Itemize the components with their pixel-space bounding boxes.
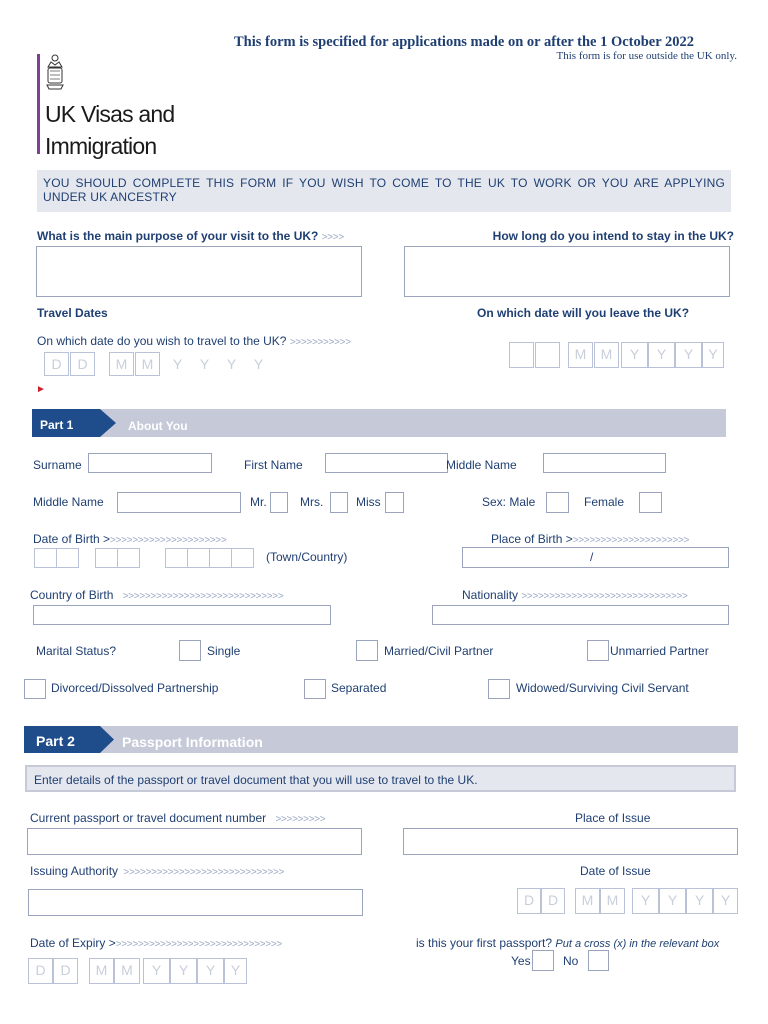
nationality-arrows: >>>>>>>>>>>>>>>>>>>>>>>>>>>>>> [521, 591, 688, 602]
separated-checkbox[interactable] [304, 679, 326, 699]
travel-dates-heading: Travel Dates [37, 306, 108, 320]
mrs-label: Mrs. [300, 495, 324, 509]
travel-date-cell[interactable]: D [44, 352, 69, 376]
form-usage-note: This form is for use outside the UK only. [556, 50, 737, 62]
single-checkbox[interactable] [179, 640, 201, 661]
first-passport-question-text: is this your first passport? [416, 936, 553, 950]
town-country-label: (Town/Country) [266, 550, 348, 564]
expiry-date-cell[interactable]: Y [170, 958, 197, 984]
mr-label: Mr. [250, 495, 267, 509]
issuing-authority-label [30, 864, 284, 878]
cob-arrows: >>>>>>>>>>>>>>>>>>>>>>>>>>>>> [122, 591, 284, 602]
mr-checkbox[interactable] [270, 492, 288, 513]
logo-bar [37, 54, 40, 154]
issue-date-cell[interactable]: D [517, 888, 541, 914]
eligibility-notice: YOU SHOULD COMPLETE THIS FORM IF YOU WISH TO COME TO THE UK TO WORK OR YOU ARE APPLYING UNDER UK ANCESTRY [37, 170, 731, 212]
sex-male-label: Sex: Male [482, 495, 536, 509]
issue-date-cell[interactable]: D [541, 888, 565, 914]
first-name-input[interactable] [325, 453, 448, 473]
passport-number-label [30, 811, 325, 825]
first-passport-no-checkbox[interactable] [588, 950, 609, 971]
pob-input[interactable] [462, 547, 729, 568]
issuing-authority-arrows: >>>>>>>>>>>>>>>>>>>>>>>>>>>>> [123, 867, 285, 878]
purpose-question-text: What is the main purpose of your visit to the UK? [37, 229, 319, 243]
travel-date-arrows: >>>>>>>>>>> [289, 337, 351, 348]
dob-cell[interactable] [209, 548, 232, 568]
leave-date-cell[interactable] [509, 342, 534, 368]
part2-tag: Part 2 [24, 726, 100, 753]
issuing-authority-input[interactable] [28, 889, 363, 916]
travel-date-cell[interactable]: Y [226, 356, 237, 372]
surname-label: Surname [33, 458, 82, 472]
middle-name-input-a[interactable] [543, 453, 666, 473]
expiry-date-cell[interactable]: D [28, 958, 53, 984]
issue-date-cell[interactable]: Y [659, 888, 686, 914]
dob-label-text: Date of Birth > [33, 532, 111, 546]
nationality-label-text: Nationality [462, 588, 519, 602]
unmarried-label: Unmarried Partner [610, 644, 709, 658]
miss-checkbox[interactable] [385, 492, 404, 513]
leave-date-cell[interactable]: M [568, 342, 593, 368]
expiry-date-cell[interactable]: Y [197, 958, 224, 984]
passport-number-input[interactable] [27, 828, 362, 855]
royal-crest-icon [44, 53, 66, 93]
cob-label [30, 588, 283, 602]
passport-number-arrows: >>>>>>>>> [275, 814, 326, 825]
place-of-issue-input[interactable] [403, 828, 738, 855]
single-label: Single [207, 644, 241, 658]
issue-date-cell[interactable]: Y [632, 888, 659, 914]
issue-date-cell[interactable]: Y [686, 888, 713, 914]
travel-date-cell[interactable]: M [109, 352, 134, 376]
leave-date-cell[interactable]: Y [675, 342, 702, 368]
stay-question: How long do you intend to stay in the UK? [492, 229, 734, 243]
unmarried-checkbox[interactable] [587, 640, 609, 661]
logo-wordmark [45, 98, 174, 162]
expiry-date-cell[interactable]: Y [143, 958, 170, 984]
pob-separator: / [590, 550, 594, 564]
expiry-date-cell[interactable]: M [114, 958, 140, 984]
widowed-checkbox[interactable] [488, 679, 510, 699]
female-checkbox[interactable] [639, 492, 662, 513]
part1-tag-arrow [100, 409, 116, 437]
miss-label: Miss [356, 495, 381, 509]
expiry-date-cell[interactable]: Y [224, 958, 247, 984]
purpose-question [37, 229, 344, 243]
widowed-label: Widowed/Surviving Civil Servant [516, 681, 689, 695]
part1-tag: Part 1 [32, 409, 100, 437]
travel-date-cell[interactable]: Y [199, 356, 210, 372]
logo-line-1: UK Visas and [45, 101, 175, 127]
issuing-authority-label-text: Issuing Authority [30, 864, 119, 878]
pob-label-text: Place of Birth > [491, 532, 573, 546]
leave-date-cell[interactable]: Y [621, 342, 648, 368]
date-of-expiry-label [30, 936, 282, 950]
leave-date-cell[interactable]: Y [702, 342, 724, 368]
logo-line-2: Immigration [45, 133, 157, 159]
travel-date-cell[interactable]: D [70, 352, 95, 376]
travel-date-cell[interactable]: Y [253, 356, 264, 372]
issue-date-cell[interactable]: M [575, 888, 600, 914]
cob-label-text: Country of Birth [30, 588, 114, 602]
issue-date-cell[interactable]: Y [713, 888, 738, 914]
middle-name-input-b[interactable] [117, 492, 241, 513]
marital-status-label: Marital Status? [36, 644, 117, 658]
arrow-marker-icon: ► [36, 384, 46, 395]
dob-cell[interactable] [56, 548, 79, 568]
surname-input[interactable] [88, 453, 212, 473]
purpose-input[interactable] [36, 246, 362, 297]
stay-input[interactable] [404, 246, 730, 297]
date-of-issue-label: Date of Issue [580, 864, 651, 878]
dob-cell[interactable] [187, 548, 210, 568]
dob-cell[interactable] [165, 548, 188, 568]
nationality-label [462, 588, 688, 602]
expiry-date-cell[interactable]: D [53, 958, 78, 984]
dob-cell[interactable] [34, 548, 57, 568]
travel-date-cell[interactable]: Y [172, 356, 183, 372]
mrs-checkbox[interactable] [330, 492, 348, 513]
no-label: No [563, 954, 579, 968]
travel-date-cell[interactable]: M [135, 352, 160, 376]
male-checkbox[interactable] [546, 492, 569, 513]
middle-name-label-b: Middle Name [33, 495, 104, 509]
leave-date-cell[interactable]: Y [648, 342, 675, 368]
date-of-expiry-arrows: >>>>>>>>>>>>>>>>>>>>>>>>>>>>>> [115, 939, 282, 950]
middle-name-label-a: Middle Name [446, 458, 517, 472]
passport-instructions: Enter details of the passport or travel document that you will use to travel to the UK. [25, 765, 736, 792]
expiry-date-cell[interactable]: M [89, 958, 114, 984]
leave-date-cell[interactable]: M [594, 342, 619, 368]
first-passport-yes-checkbox[interactable] [532, 950, 554, 971]
travel-date-question [37, 334, 351, 348]
part2-title: Passport Information [122, 734, 263, 750]
travel-date-question-text: On which date do you wish to travel to the UK? [37, 334, 287, 348]
leave-date-question: On which date will you leave the UK? [477, 306, 690, 320]
separated-label: Separated [331, 681, 387, 695]
date-of-expiry-label-text: Date of Expiry > [30, 936, 116, 950]
divorced-checkbox[interactable] [24, 679, 46, 699]
first-name-label: First Name [244, 458, 303, 472]
female-label: Female [584, 495, 625, 509]
pob-arrows: >>>>>>>>>>>>>>>>>>>>> [572, 535, 690, 546]
part2-tag-arrow [100, 726, 114, 753]
dob-label [33, 532, 226, 546]
divorced-label: Divorced/Dissolved Partnership [51, 681, 219, 695]
dob-cell[interactable] [117, 548, 140, 568]
yes-label: Yes [511, 954, 531, 968]
first-passport-question [416, 936, 719, 950]
married-label: Married/Civil Partner [384, 644, 494, 658]
married-checkbox[interactable] [356, 640, 378, 661]
dob-arrows: >>>>>>>>>>>>>>>>>>>>> [110, 535, 227, 546]
pob-label [491, 532, 689, 546]
leave-date-cell[interactable] [535, 342, 560, 368]
form-validity-title: This form is specified for applications made on or after the 1 October 2022 [233, 34, 695, 50]
first-passport-hint: Put a cross (x) in the relevant box [555, 938, 720, 950]
dob-cell[interactable] [231, 548, 254, 568]
part1-title: About You [128, 419, 188, 433]
dob-cell[interactable] [95, 548, 118, 568]
place-of-issue-label: Place of Issue [575, 811, 651, 825]
purpose-arrows: >>>> [321, 232, 344, 243]
cob-input[interactable] [33, 605, 331, 625]
nationality-input[interactable] [432, 605, 729, 625]
passport-number-label-text: Current passport or travel document number [30, 811, 267, 825]
issue-date-cell[interactable]: M [600, 888, 625, 914]
